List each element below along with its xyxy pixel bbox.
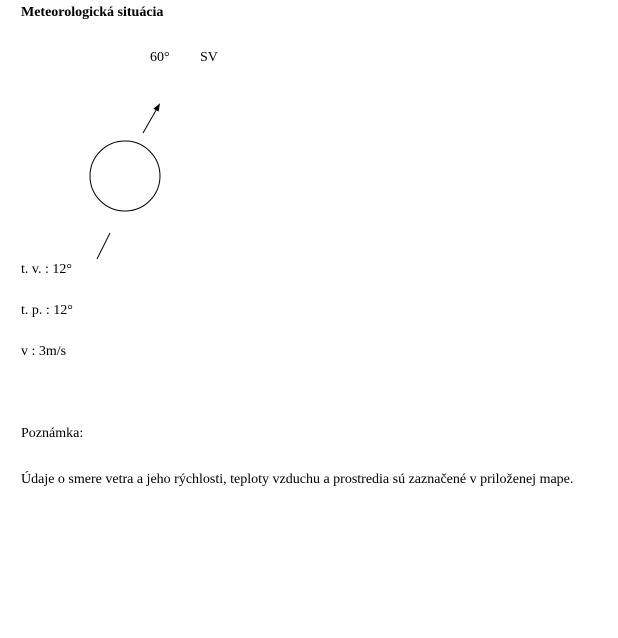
page-title: Meteorologická situácia [21, 5, 164, 20]
wind-tail [97, 233, 110, 259]
wind-direction: SV [200, 50, 218, 65]
air-temperature: t. v. : 12° [21, 262, 72, 277]
station-circle [90, 141, 160, 211]
note-text: Údaje o smere vetra a jeho rýchlosti, teploty vzduchu a prostredia sú zaznačené v priloženej mape. [21, 472, 574, 487]
note-label: Poznámka: [21, 426, 84, 441]
wind-speed: v : 3m/s [21, 344, 67, 359]
environment-temperature: t. p. : 12° [21, 303, 73, 318]
wind-arrow [143, 105, 159, 133]
wind-angle: 60° [150, 50, 170, 65]
